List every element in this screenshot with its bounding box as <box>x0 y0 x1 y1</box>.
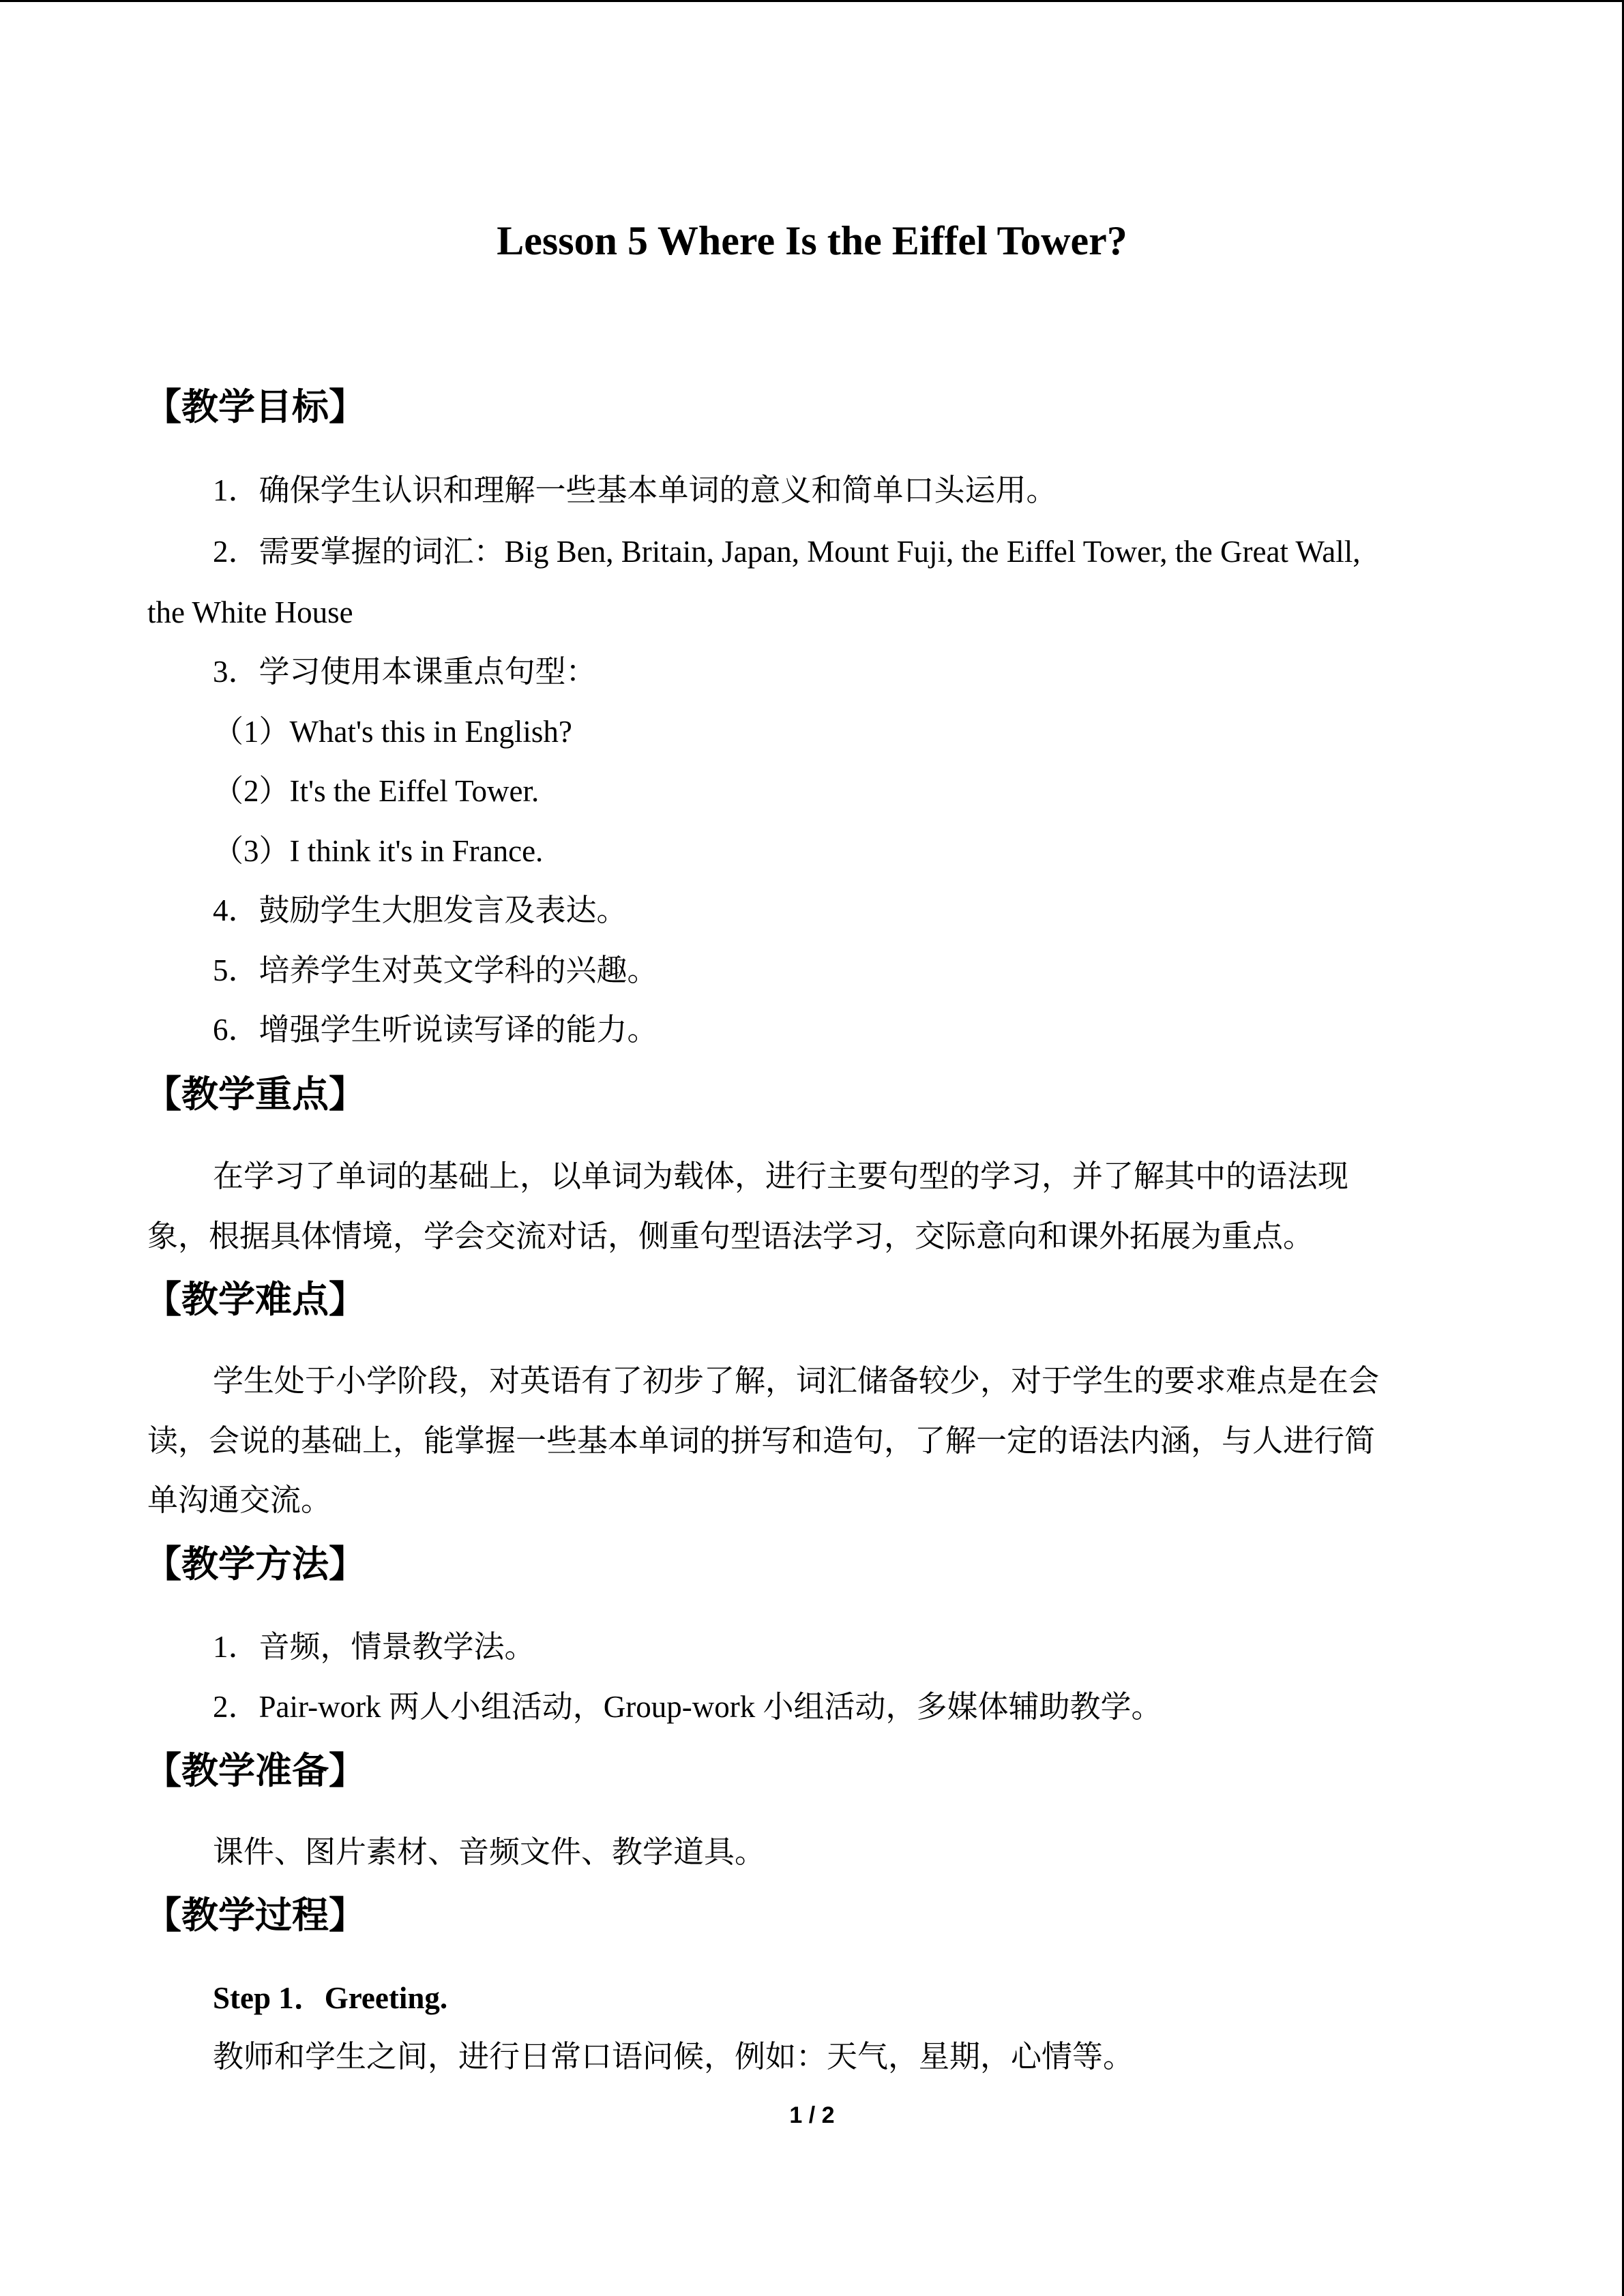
section-heading-key-points: 【教学重点】 <box>145 1073 366 1116</box>
objective-item: 5．培养学生对英文学科的兴趣。 <box>213 953 658 987</box>
page-title: Lesson 5 Where Is the Eiffel Tower? <box>497 218 1127 263</box>
method-item: 2．Pair-work 两人小组活动，Group-work 小组活动，多媒体辅助教学。 <box>213 1690 1162 1724</box>
sentence-pattern-item: （2）It's the Eiffel Tower. <box>213 774 540 808</box>
difficulties-paragraph-line: 单沟通交流。 <box>147 1483 332 1517</box>
key-points-paragraph-line: 象，根据具体情境，学会交流对话，侧重句型语法学习，交际意向和课外拓展为重点。 <box>147 1219 1314 1253</box>
objective-item: 3．学习使用本课重点句型： <box>213 655 597 689</box>
section-heading-difficulties: 【教学难点】 <box>145 1278 366 1321</box>
difficulties-paragraph-line: 学生处于小学阶段，对英语有了初步了解，词汇储备较少，对于学生的要求难点是在会 <box>213 1364 1380 1398</box>
section-heading-objectives: 【教学目标】 <box>145 385 366 428</box>
objective-item: 2．需要掌握的词汇：Big Ben, Britain, Japan, Mount Fuji, the Eiffel Tower, the Great Wall, <box>213 535 1361 569</box>
preparation-text: 课件、图片素材、音频文件、教学道具。 <box>213 1835 766 1869</box>
section-heading-methods: 【教学方法】 <box>145 1542 366 1585</box>
page-number: 1 / 2 <box>789 2102 835 2128</box>
section-heading-process: 【教学过程】 <box>145 1894 366 1937</box>
method-item: 1．音频，情景教学法。 <box>213 1630 535 1664</box>
objective-item: 4．鼓励学生大胆发言及表达。 <box>213 893 628 927</box>
step-title: Step 1．Greeting. <box>213 1981 448 2015</box>
objective-item: 1．确保学生认识和理解一些基本单词的意义和简单口头运用。 <box>213 473 1057 507</box>
sentence-pattern-item: （1）What's this in English? <box>213 715 572 749</box>
key-points-paragraph-line: 在学习了单词的基础上，以单词为载体，进行主要句型的学习，并了解其中的语法现 <box>213 1159 1349 1193</box>
objective-item: 6．增强学生听说读写译的能力。 <box>213 1013 658 1047</box>
difficulties-paragraph-line: 读，会说的基础上，能掌握一些基本单词的拼写和造句，了解一定的语法内涵，与人进行简 <box>147 1424 1376 1458</box>
section-heading-preparation: 【教学准备】 <box>145 1749 366 1792</box>
sentence-pattern-item: （3）I think it's in France. <box>213 834 544 868</box>
objective-item-continuation: the White House <box>147 595 353 629</box>
step-description: 教师和学生之间，进行日常口语问候，例如：天气，星期，心情等。 <box>213 2040 1134 2074</box>
